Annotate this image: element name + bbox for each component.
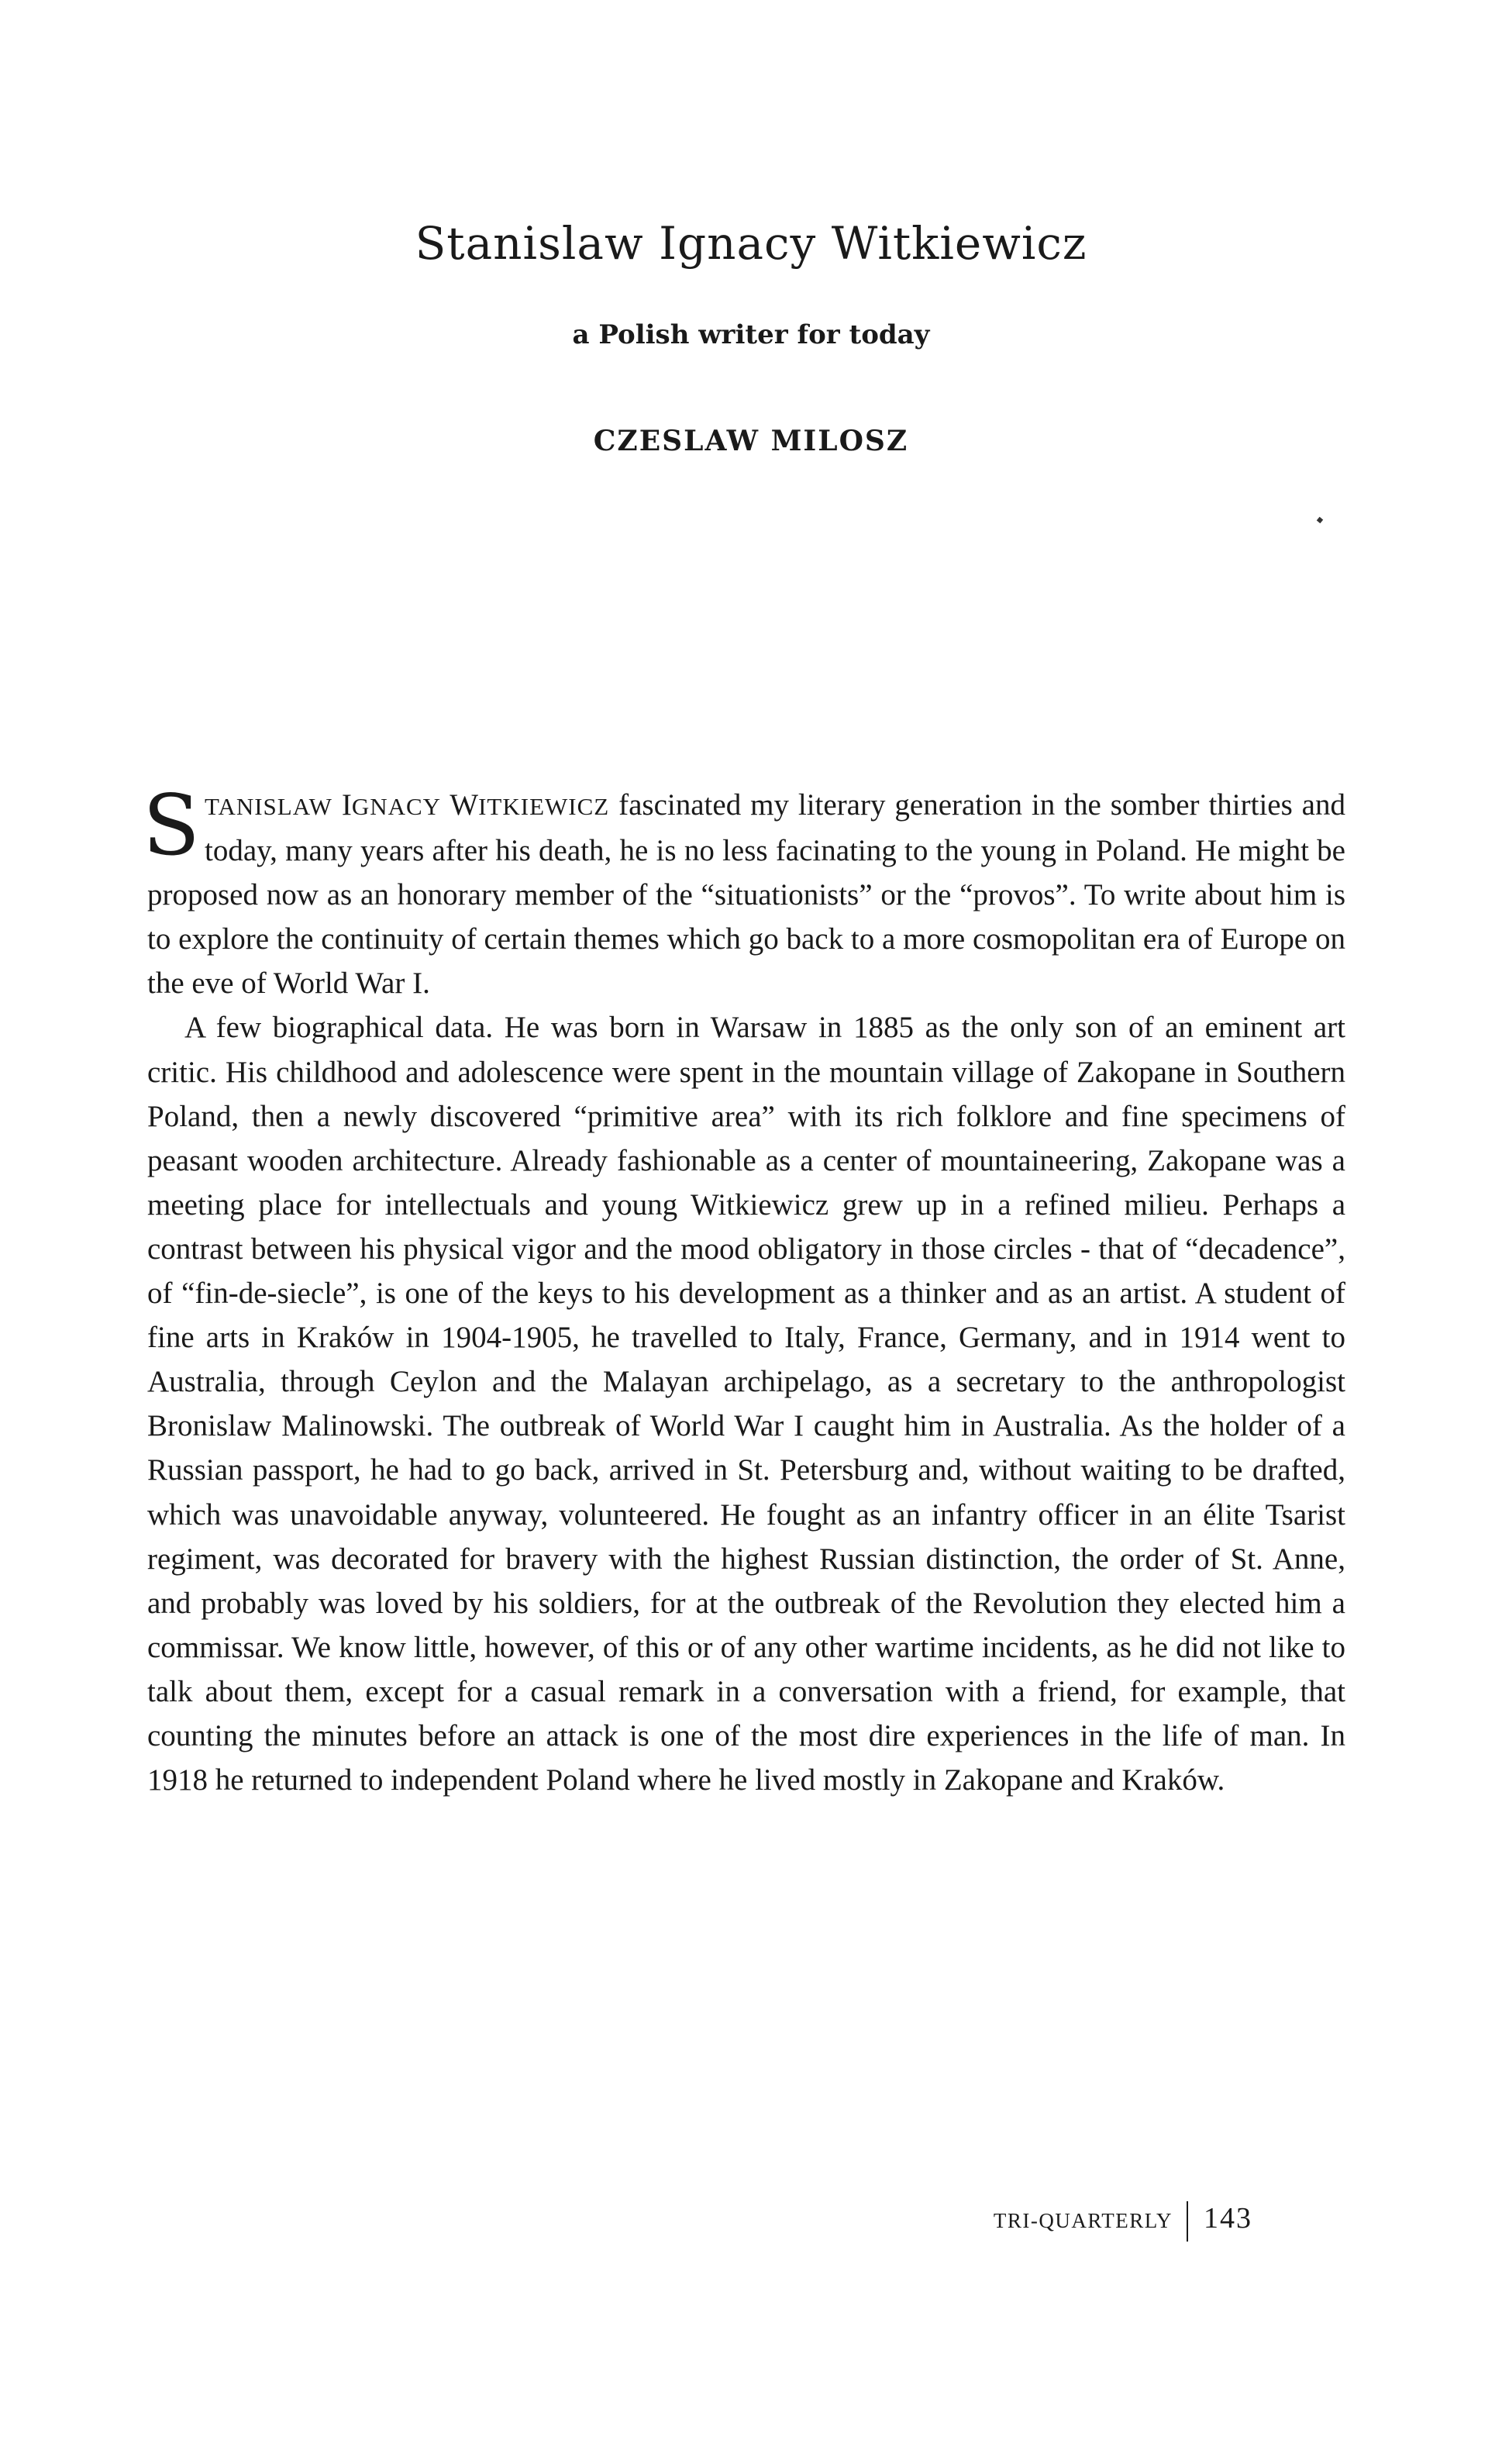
lead-smallcaps-2: GNACY <box>351 793 442 820</box>
article-author: CZESLAW MILOSZ <box>593 425 909 457</box>
footer-divider <box>1187 2201 1188 2242</box>
article-subtitle: a Polish writer for today <box>572 319 930 350</box>
lead-cap-3: W <box>450 788 479 822</box>
article-title: Stanislaw Ignacy Witkiewicz <box>415 217 1087 270</box>
page-footer <box>994 2201 1252 2242</box>
page-number: 143 <box>1204 2202 1252 2235</box>
print-speck <box>1317 517 1323 523</box>
paragraph-1 <box>143 777 1345 1005</box>
article-body <box>143 777 1345 1802</box>
paragraph-2: A few biographical data. He was born in Warsaw in 1885 as the only son of an eminent art critic. His childhood and adolescence were spent in the mountain village of Zakopane in Southern Poland, then a newly discovered “primitive area” with its rich folklore and fine specimens of peasant wooden architecture. Already fashionable as a center of mountaineering, Zakopane was a meeting place for intellectuals and young Witkiewicz grew up in a refined milieu. Perhaps a contrast between his physical vigor and the mood obligatory in those circles - that of “decadence”, of “fin-de-siecle”, is one of the keys to his development as a thinker and as an artist. A student of fine arts in Kraków in 1904-1905, he travelled to Italy, France, Germany, and in 1914 went to Australia, through Ceylon and the Malayan archipelago, as a secretary to the anthropologist Bronislaw Malinowski. The outbreak of World War I caught him in Australia. As the holder of a Russian passport, he had to go back, arrived in St. Petersburg and, without waiting to be drafted, which was unavoidable anyway, volunteered. He fought as an infantry officer in an élite Tsarist regiment, was decorated for bravery with the highest Russian distinction, the order of St. Anne, and probably was loved by his soldiers, for at the outbreak of the Revolution they elected him a commissar. We know little, however, of this or of any other wartime incidents, as he did not like to talk about them, except for a casual remark in a conversation with a friend, for example, that counting the minutes before an attack is one of the most dire experiences in the life of man. In 1918 he returned to independent Poland where he lived mostly in Zakopane and Kraków. <box>147 1011 1345 1797</box>
lead-smallcaps-1: TANISLAW <box>205 793 332 820</box>
paragraph-1-text: fascinated my literary generation in the somber thirties and today, many years after his death, he is no less facinating to the young in Poland. He might be proposed now as an honorary member of the “situationists” or the “provos”. To write about him is to explore the continuity of certain themes which go back to a more cosmopolitan era of Europe on the eve of World War I. <box>147 788 1345 1001</box>
lead-cap-2: I <box>341 788 352 822</box>
lead-smallcaps-3: ITKIEWICZ <box>478 793 610 820</box>
journal-name: TRI-QUARTERLY <box>993 2209 1173 2232</box>
drop-cap: S <box>143 777 200 874</box>
